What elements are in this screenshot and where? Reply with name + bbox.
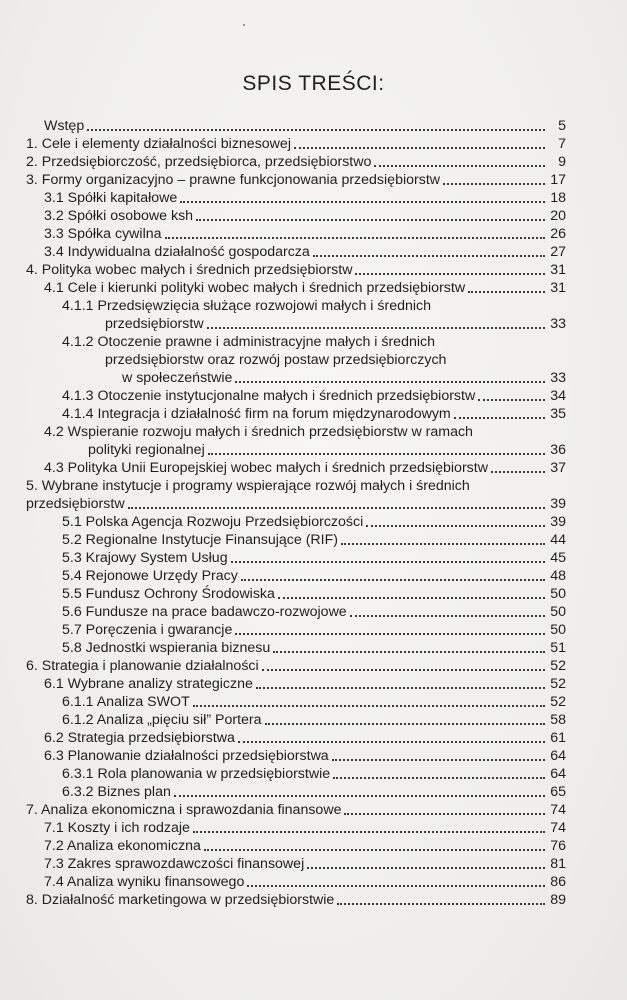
toc-entry-title: 6. Strategia i planowanie działalności bbox=[26, 658, 259, 674]
dot-leader bbox=[241, 578, 545, 581]
dot-leader bbox=[235, 380, 545, 383]
dot-leader bbox=[231, 560, 545, 563]
toc-entry-title: 7. Analiza ekonomiczna i sprawozdania finansowe bbox=[26, 802, 342, 818]
toc-entry[interactable] bbox=[26, 243, 566, 261]
toc-entry-title: 5.7 Poręczenia i gwarancje bbox=[62, 622, 233, 638]
dot-leader bbox=[278, 596, 545, 599]
toc-page-number: 50 bbox=[550, 622, 566, 638]
toc-entry-title: 7.2 Analiza ekonomiczna bbox=[44, 838, 201, 854]
toc-entry[interactable] bbox=[26, 873, 566, 891]
toc-entry[interactable] bbox=[26, 801, 566, 819]
toc-entry-title: 6.3.1 Rola planowania w przedsiębiorstwie bbox=[62, 766, 331, 782]
dot-leader bbox=[262, 668, 545, 671]
toc-page-number: 31 bbox=[550, 280, 566, 296]
toc-entry[interactable] bbox=[26, 783, 566, 801]
toc-entry[interactable] bbox=[26, 225, 566, 243]
toc-entry-title: 4.3 Polityka Unii Europejskiej wobec małych i średnich przedsiębiorstw bbox=[44, 460, 488, 476]
toc-entry[interactable] bbox=[26, 405, 566, 423]
toc-entry[interactable] bbox=[26, 549, 566, 567]
table-of-contents bbox=[26, 117, 566, 909]
toc-entry[interactable] bbox=[26, 531, 566, 549]
toc-entry[interactable] bbox=[26, 675, 566, 693]
toc-entry-title: 5.1 Polska Agencja Rozwoju Przedsiębiorczości bbox=[62, 514, 364, 530]
toc-page-number: 51 bbox=[550, 640, 566, 656]
dot-leader bbox=[313, 254, 545, 257]
dot-leader bbox=[207, 326, 545, 329]
toc-entry[interactable] bbox=[26, 171, 566, 189]
toc-entry[interactable] bbox=[26, 333, 566, 387]
toc-entry[interactable] bbox=[26, 207, 566, 225]
toc-entry[interactable] bbox=[26, 153, 566, 171]
dot-leader bbox=[307, 866, 545, 869]
dot-leader bbox=[174, 794, 545, 797]
toc-page-number: 65 bbox=[550, 784, 566, 800]
toc-page-number: 33 bbox=[550, 370, 566, 386]
toc-entry[interactable] bbox=[26, 585, 566, 603]
toc-entry-title: 7.1 Koszty i ich rodzaje bbox=[44, 820, 190, 836]
toc-page-number: 26 bbox=[550, 226, 566, 242]
toc-entry-title: 3.3 Spółka cywilna bbox=[44, 226, 162, 242]
toc-title: SPIS TREŚCI: bbox=[242, 72, 385, 95]
toc-page-number: 35 bbox=[550, 406, 566, 422]
toc-entry-title-continued: przedsiębiorstw bbox=[105, 316, 204, 332]
toc-entry[interactable] bbox=[26, 567, 566, 585]
toc-page-number: 36 bbox=[550, 442, 566, 458]
toc-page-number: 39 bbox=[550, 496, 566, 512]
toc-entry[interactable] bbox=[26, 459, 566, 477]
dot-leader bbox=[238, 740, 545, 743]
toc-entry-title-continued: w społeczeństwie bbox=[122, 370, 233, 386]
toc-entry[interactable] bbox=[26, 189, 566, 207]
dot-leader bbox=[355, 272, 545, 275]
toc-page-number: 45 bbox=[550, 550, 566, 566]
toc-entry-title: 4.1.2 Otoczenie prawne i administracyjne małych i średnich bbox=[62, 334, 435, 350]
toc-page-number: 39 bbox=[550, 514, 566, 530]
toc-entry-title: 5.5 Fundusz Ochrony Środowiska bbox=[62, 586, 275, 602]
dot-leader bbox=[193, 704, 545, 707]
toc-entry-title: 4.1.3 Otoczenie instytucjonalne małych i średnich przedsiębiorstw bbox=[62, 388, 476, 404]
toc-entry-title-continued: przedsiębiorstw bbox=[26, 496, 125, 512]
dot-leader bbox=[468, 290, 545, 293]
toc-page-number: 37 bbox=[550, 460, 566, 476]
toc-entry[interactable] bbox=[26, 855, 566, 873]
toc-entry[interactable] bbox=[26, 693, 566, 711]
toc-entry-title: 6.3.2 Biznes plan bbox=[62, 784, 171, 800]
toc-page-number: 33 bbox=[550, 316, 566, 332]
dot-leader bbox=[294, 146, 545, 149]
toc-page-number: 50 bbox=[550, 586, 566, 602]
dot-leader bbox=[374, 164, 545, 167]
toc-entry[interactable] bbox=[26, 657, 566, 675]
dot-leader bbox=[247, 884, 545, 887]
toc-entry[interactable] bbox=[26, 603, 566, 621]
toc-page-number: 17 bbox=[550, 172, 566, 188]
scan-dot bbox=[243, 24, 245, 26]
dot-leader bbox=[204, 848, 545, 851]
toc-page-number: 52 bbox=[550, 676, 566, 692]
toc-page-number: 86 bbox=[550, 874, 566, 890]
toc-page-number: 64 bbox=[550, 748, 566, 764]
toc-entry-title-continued: polityki regionalnej bbox=[88, 442, 205, 458]
dot-leader bbox=[273, 650, 545, 653]
toc-entry-title: 1. Cele i elementy działalności biznesowej bbox=[26, 136, 291, 152]
dot-leader bbox=[341, 542, 545, 545]
toc-page-number: 50 bbox=[550, 604, 566, 620]
toc-entry[interactable] bbox=[26, 837, 566, 855]
toc-entry-title: 3. Formy organizacyjno – prawne funkcjonowania przedsiębiorstw bbox=[26, 172, 441, 188]
toc-entry[interactable] bbox=[26, 621, 566, 639]
toc-page-number: 52 bbox=[550, 658, 566, 674]
toc-entry[interactable] bbox=[26, 261, 566, 279]
toc-entry[interactable] bbox=[26, 297, 566, 333]
toc-entry[interactable] bbox=[26, 279, 566, 297]
toc-entry-title: 6.1.2 Analiza „pięciu sił” Portera bbox=[62, 712, 262, 728]
toc-page-number: 74 bbox=[550, 820, 566, 836]
dot-leader bbox=[265, 722, 545, 725]
toc-entry[interactable] bbox=[26, 135, 566, 153]
toc-page-number: 48 bbox=[550, 568, 566, 584]
dot-leader bbox=[180, 200, 545, 203]
toc-page-number: 44 bbox=[550, 532, 566, 548]
toc-page-number: 64 bbox=[550, 766, 566, 782]
toc-page-number: 18 bbox=[550, 190, 566, 206]
toc-page-number: 20 bbox=[550, 208, 566, 224]
toc-entry-title: 3.1 Spółki kapitałowe bbox=[44, 190, 178, 206]
toc-entry[interactable] bbox=[26, 639, 566, 657]
toc-page-number: 81 bbox=[550, 856, 566, 872]
toc-entry[interactable] bbox=[26, 891, 566, 909]
toc-page-number: 27 bbox=[550, 244, 566, 260]
toc-entry-title: 4.1 Cele i kierunki polityki wobec małych i średnich przedsiębiorstw bbox=[44, 280, 466, 296]
toc-entry-title: 5.4 Rejonowe Urzędy Pracy bbox=[62, 568, 238, 584]
toc-page-number: 52 bbox=[550, 694, 566, 710]
toc-entry[interactable] bbox=[26, 117, 566, 135]
toc-entry-title: 4. Polityka wobec małych i średnich przedsiębiorstw bbox=[26, 262, 353, 278]
dot-leader bbox=[478, 398, 545, 401]
toc-entry-title: 4.1.4 Integracja i działalność firm na forum międzynarodowym bbox=[62, 406, 451, 422]
toc-entry-title: 6.1.1 Analiza SWOT bbox=[62, 694, 190, 710]
toc-page-number: 76 bbox=[550, 838, 566, 854]
toc-entry-title: 6.1 Wybrane analizy strategiczne bbox=[44, 676, 253, 692]
toc-entry[interactable] bbox=[26, 477, 566, 513]
toc-entry-title-continued: przedsiębiorstw oraz rozwój postaw przedsiębiorczych bbox=[105, 352, 447, 368]
toc-entry-title: 5.3 Krajowy System Usług bbox=[62, 550, 228, 566]
toc-entry-title: 5.6 Fundusze na prace badawczo-rozwojowe bbox=[62, 604, 347, 620]
toc-entry-title: 8. Działalność marketingowa w przedsiębiorstwie bbox=[26, 892, 335, 908]
dot-leader bbox=[366, 524, 545, 527]
toc-entry[interactable] bbox=[26, 747, 566, 765]
dot-leader bbox=[87, 128, 545, 131]
toc-page-number: 89 bbox=[550, 892, 566, 908]
toc-page-number: 61 bbox=[550, 730, 566, 746]
toc-entry-title: Wstęp bbox=[44, 118, 85, 134]
toc-page-number: 7 bbox=[558, 136, 566, 152]
toc-entry-title: 3.4 Indywidualna działalność gospodarcza bbox=[44, 244, 310, 260]
dot-leader bbox=[128, 506, 545, 509]
toc-page-number: 58 bbox=[550, 712, 566, 728]
dot-leader bbox=[235, 632, 545, 635]
toc-entry-title: 5.8 Jednostki wspierania biznesu bbox=[62, 640, 271, 656]
dot-leader bbox=[350, 614, 545, 617]
toc-entry-title: 5. Wybrane instytucje i programy wspierające rozwój małych i średnich bbox=[26, 478, 470, 494]
dot-leader bbox=[491, 470, 545, 473]
dot-leader bbox=[344, 812, 545, 815]
toc-page-number: 5 bbox=[558, 118, 566, 134]
toc-entry-title: 7.4 Analiza wyniku finansowego bbox=[44, 874, 245, 890]
toc-entry-title: 3.2 Spółki osobowe ksh bbox=[44, 208, 194, 224]
dot-leader bbox=[193, 830, 545, 833]
dot-leader bbox=[337, 902, 545, 905]
dot-leader bbox=[196, 218, 545, 221]
dot-leader bbox=[256, 686, 545, 689]
toc-entry[interactable] bbox=[26, 711, 566, 729]
dot-leader bbox=[165, 236, 545, 239]
toc-entry[interactable] bbox=[26, 819, 566, 837]
dot-leader bbox=[454, 416, 545, 419]
toc-entry-title: 6.2 Strategia przedsiębiorstwa bbox=[44, 730, 235, 746]
dot-leader bbox=[333, 776, 545, 779]
toc-entry-title: 6.3 Planowanie działalności przedsiębiorstwa bbox=[44, 748, 329, 764]
dot-leader bbox=[208, 452, 545, 455]
toc-page-number: 74 bbox=[550, 802, 566, 818]
dot-leader bbox=[443, 182, 545, 185]
toc-entry-title: 2. Przedsiębiorczość, przedsiębiorca, przedsiębiorstwo bbox=[26, 154, 372, 170]
toc-entry-title: 4.1.1 Przedsięwzięcia służące rozwojowi małych i średnich bbox=[62, 298, 432, 314]
toc-page-number: 34 bbox=[550, 388, 566, 404]
toc-entry-title: 5.2 Regionalne Instytucje Finansujące (RIF) bbox=[62, 532, 339, 548]
toc-entry-title: 7.3 Zakres sprawozdawczości finansowej bbox=[44, 856, 305, 872]
toc-page-number: 9 bbox=[558, 154, 566, 170]
toc-entry[interactable] bbox=[26, 387, 566, 405]
toc-entry-title: 4.2 Wspieranie rozwoju małych i średnich przedsiębiorstw w ramach bbox=[44, 424, 473, 440]
toc-entry[interactable] bbox=[26, 729, 566, 747]
toc-entry[interactable] bbox=[26, 765, 566, 783]
dot-leader bbox=[332, 758, 545, 761]
toc-entry[interactable] bbox=[26, 513, 566, 531]
toc-entry[interactable] bbox=[26, 423, 566, 459]
toc-page-number: 31 bbox=[550, 262, 566, 278]
